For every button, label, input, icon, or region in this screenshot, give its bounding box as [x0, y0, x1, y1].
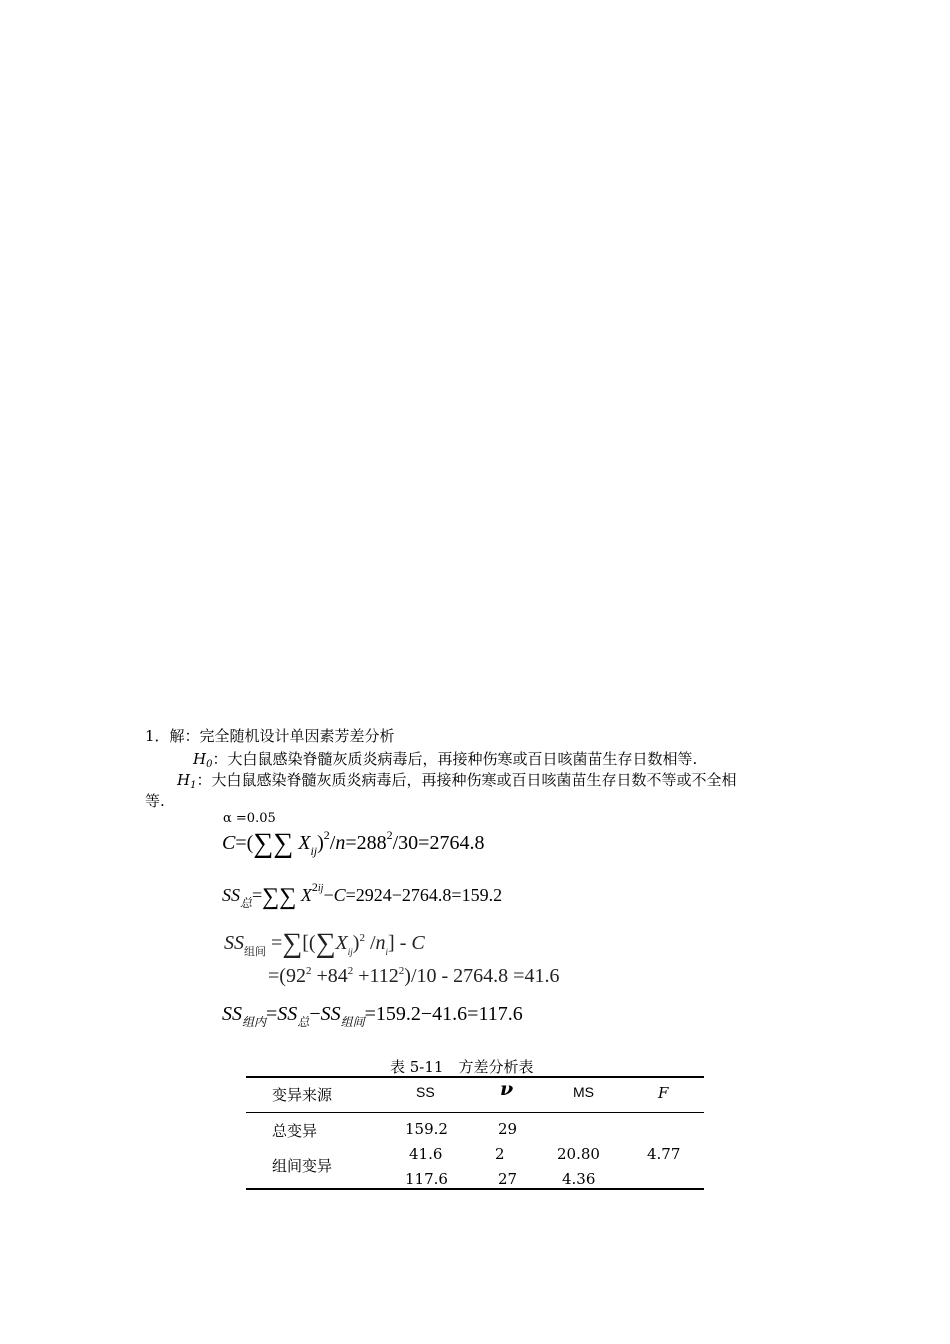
table-row-2-ms: 20.80	[557, 1145, 600, 1163]
alpha-level: α =0.05	[223, 811, 276, 826]
eq-ss-total-sub: 总	[240, 896, 253, 910]
eq-ss-within-result: =159.2−41.6=117.6	[364, 1003, 523, 1025]
h0-subscript: 0	[206, 759, 213, 770]
table-row-1-df: 29	[498, 1120, 518, 1138]
h0-text: ：大白鼠感染脊髓灰质炎病毒后，再接种伤寒或百日咳菌苗生存日数相等.	[212, 750, 698, 768]
h1-label: H	[177, 771, 191, 789]
eq-ss-total-result: =2924−2764.8=159.2	[345, 885, 503, 905]
table-row-1-ss: 159.2	[405, 1120, 448, 1138]
table-row-2-f: 4.77	[647, 1145, 681, 1163]
table-header-f: F	[658, 1084, 669, 1102]
heading-text: 解：完全随机设计单因素芳差分析	[169, 727, 395, 745]
equation-ss-between-line2: $=(92^2 +84^2 +112^2)/10 - 2764.8 =41.6$	[268, 965, 560, 987]
h1-text-line1: ：大白鼠感染脊髓灰质炎病毒后，再接种伤寒或百日咳菌苗生存日数不等或不全相	[196, 771, 737, 789]
table-header-rule	[246, 1112, 704, 1113]
table-title: 表 5-11 方差分析表	[390, 1058, 534, 1076]
table-row-3-ms: 4.36	[562, 1170, 596, 1188]
table-row-2-source: 组间变异	[272, 1157, 333, 1175]
h1-subscript: 1	[190, 780, 197, 791]
heading-number: 1．	[145, 727, 170, 745]
equation-ss-within: $SS_{组内}=SS_总-SS_{组间}=159.2-41.6=117.6$	[222, 1003, 523, 1029]
table-header-ss: SS	[416, 1084, 435, 1100]
equation-c: C=(∑∑ $X_{ij})^2/n=288^2/30=2764.8$	[222, 828, 485, 859]
eq-c-sup: 2	[386, 828, 393, 842]
h1-text-line2: 等.	[145, 792, 165, 810]
eq-ss-between-line2: =(92	[268, 965, 306, 987]
table-bottom-rule	[246, 1188, 704, 1190]
equation-ss-total: $SS_总=\sum\sum$ $X^{2ij}-C=2924-2764.8=159.2$	[222, 880, 503, 910]
eq-c-value: =288	[345, 832, 387, 854]
table-header-df: ν	[500, 1078, 514, 1100]
eq-c-tail: /30=2764.8	[392, 832, 485, 854]
h0-label: H	[193, 750, 207, 768]
eq-ss-within-sub2: 总	[297, 1015, 310, 1029]
section-heading	[145, 726, 395, 746]
table-top-rule	[246, 1076, 704, 1078]
eq-ss-within-sub3: 组间	[340, 1015, 365, 1029]
equation-ss-between: $SS_{组间} =\sum[(\sum X_{ij})^2$ $/n_i$] - C	[224, 928, 425, 959]
eq-ss-between-tail: /10 - 2764.8 =41.6	[410, 965, 560, 987]
table-row-3-ss: 117.6	[405, 1170, 448, 1188]
eq-c-lhs: C	[222, 832, 236, 854]
table-row-1-source: 总变异	[272, 1122, 318, 1140]
table-header-source: 变异来源	[272, 1086, 333, 1104]
table-header-ms: MS	[573, 1084, 594, 1100]
hypothesis-h1	[177, 770, 736, 796]
table-row-3-df: 27	[498, 1170, 518, 1188]
table-row-2-df: 2	[495, 1145, 505, 1163]
eq-ss-between-sub: 组间	[244, 946, 266, 958]
eq-ss-within-sub1: 组内	[242, 1015, 267, 1029]
table-row-2-ss: 41.6	[409, 1145, 443, 1163]
